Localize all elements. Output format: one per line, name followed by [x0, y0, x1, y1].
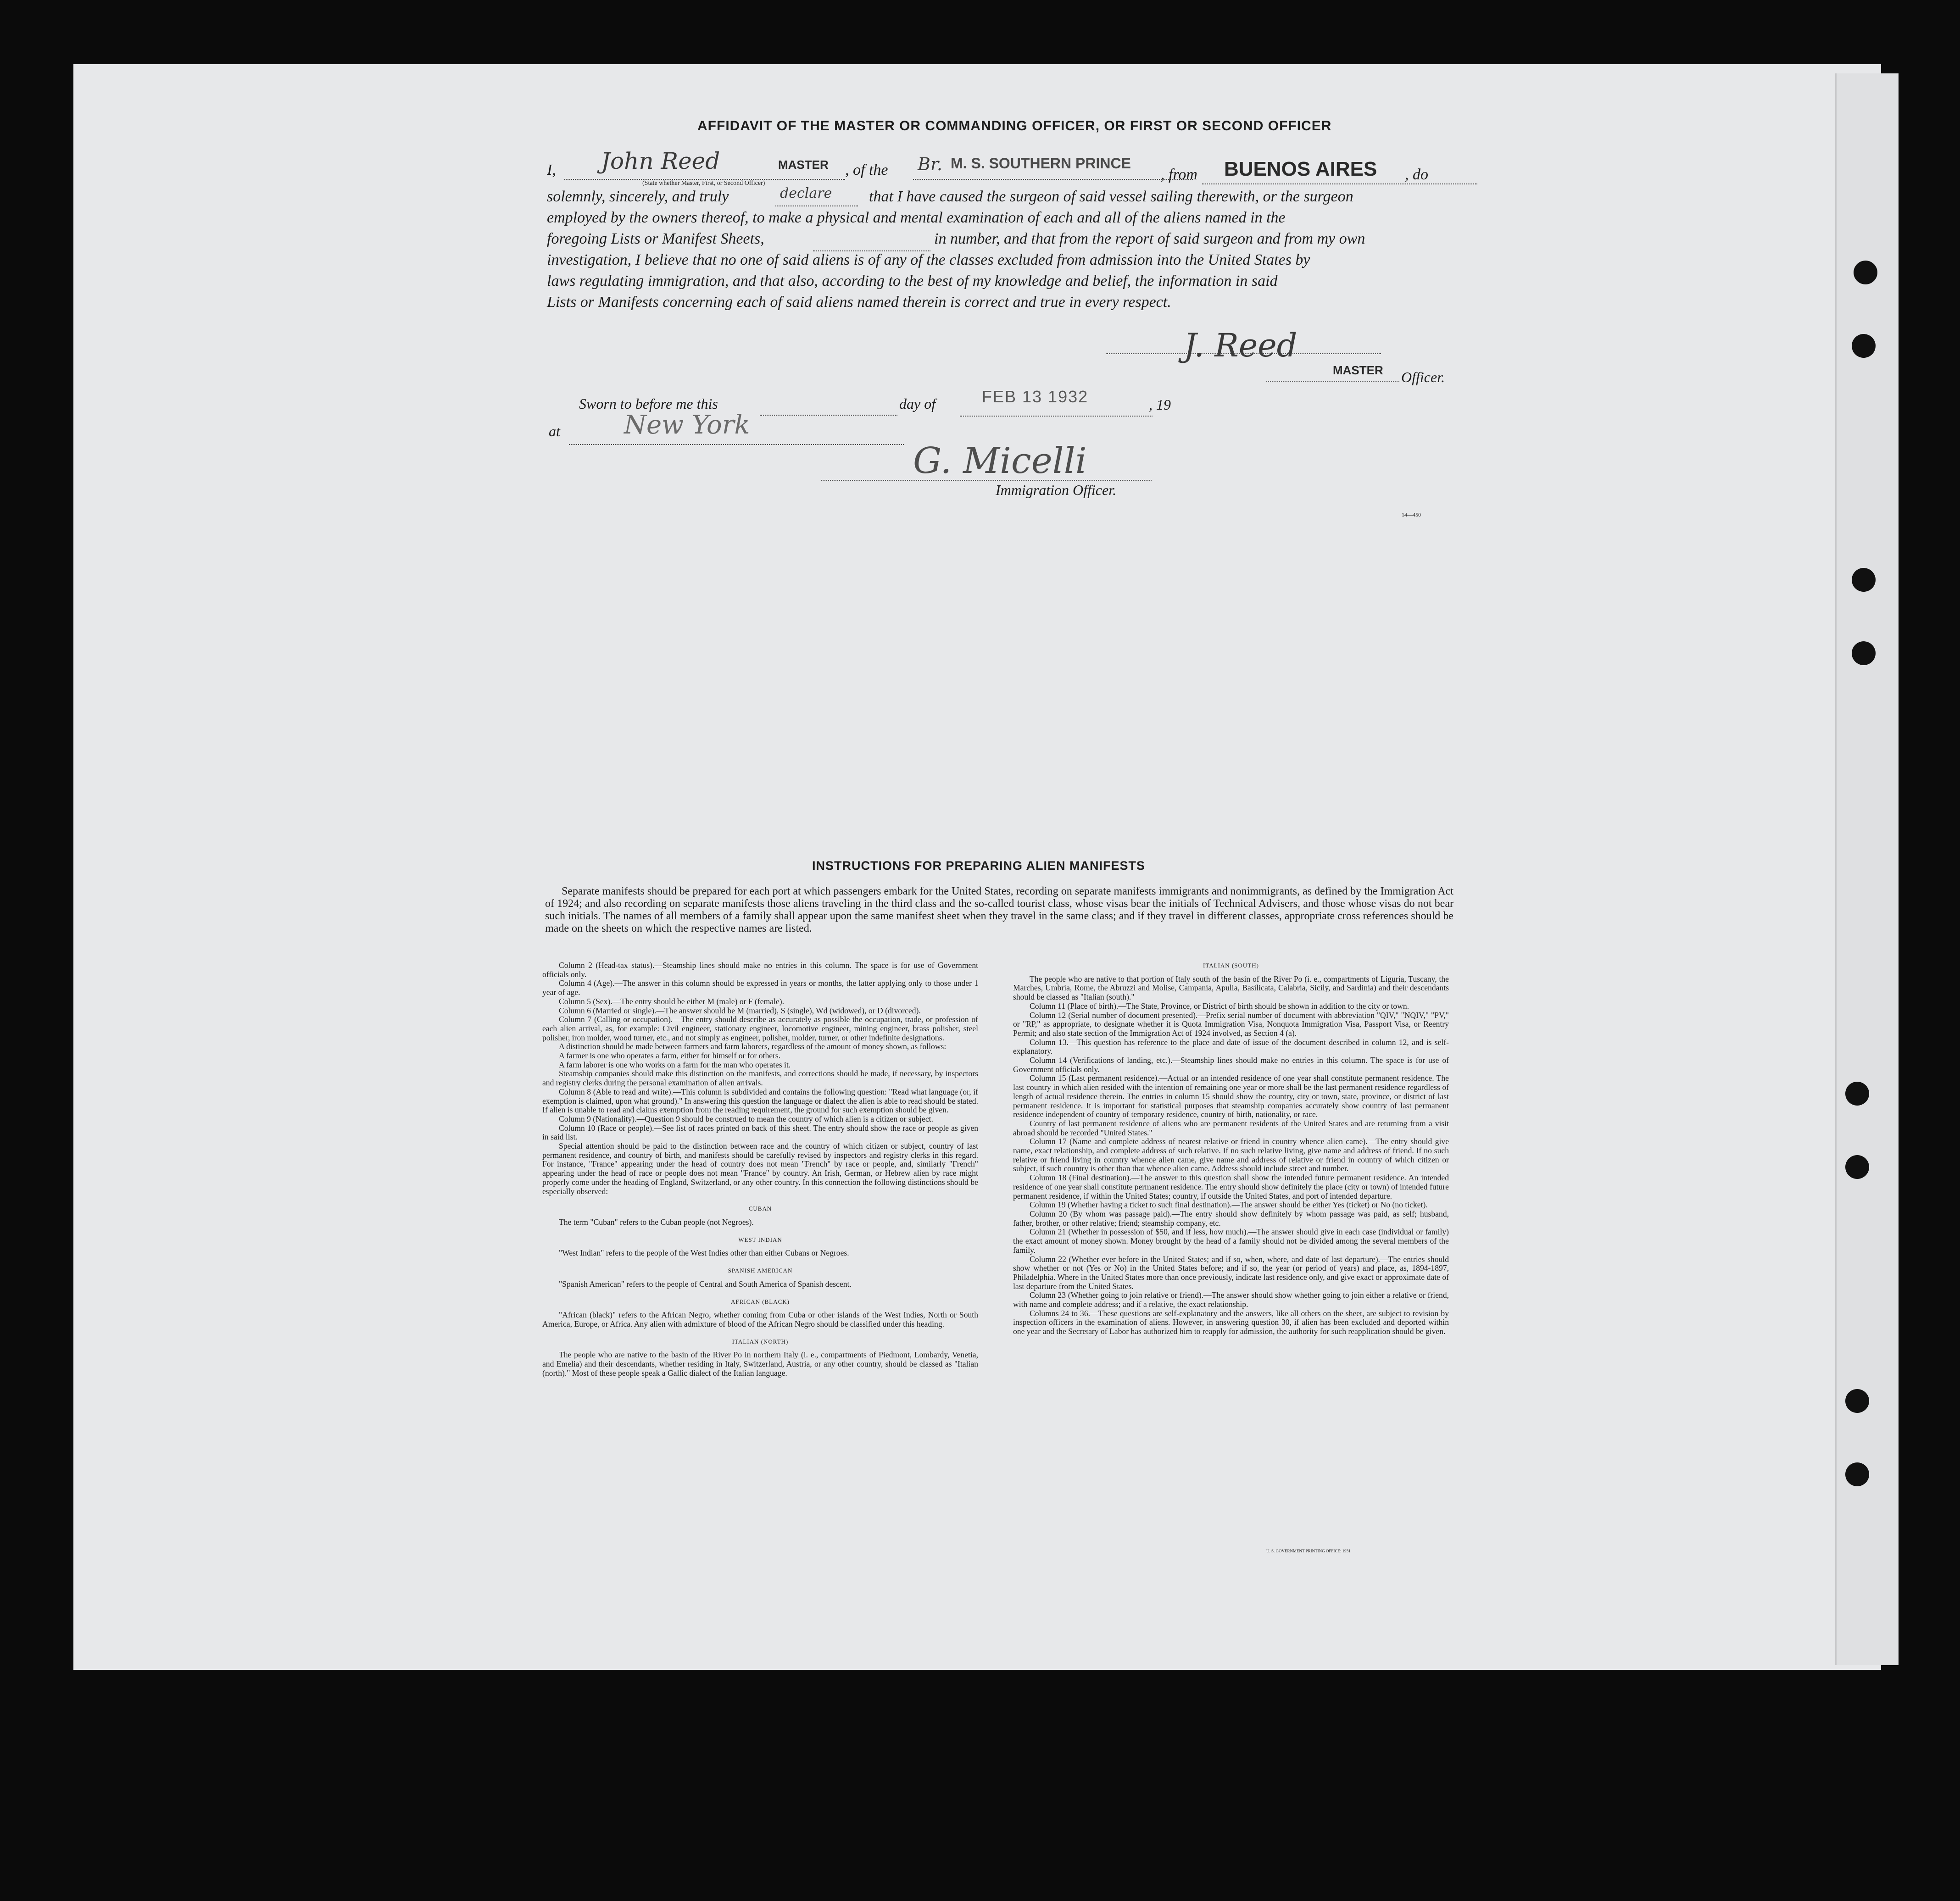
instr-spanish-american: "Spanish American" refers to the people of Central and South America of Spanish descent. — [559, 1279, 852, 1289]
heading-spanish-american: SPANISH AMERICAN — [728, 1267, 793, 1274]
aff-line-7: Lists or Manifests concerning each of said aliens named therein is correct and true in every respect. — [547, 294, 1171, 311]
master-caption: (State whether Master, First, or Second Officer) — [642, 180, 765, 187]
port-stamp: BUENOS AIRES — [1224, 158, 1377, 180]
vessel-name-stamp: M. S. SOUTHERN PRINCE — [951, 155, 1131, 172]
instr-left-p2: Column 4 (Age).—The answer in this column should be expressed in years or months, the latter applying only to those under 1 year of age. — [542, 978, 978, 997]
punch-hole-3 — [1852, 568, 1876, 592]
aff-line-4a: foregoing Lists or Manifest Sheets, — [547, 230, 764, 247]
instr-left-p7: A farmer is one who operates a farm, either for himself or for others. — [559, 1051, 781, 1061]
form-number: 14—450 — [1402, 511, 1421, 518]
aff-line-2b: that I have caused the surgeon of said vessel sailing therewith, or the surgeon — [869, 188, 1353, 205]
instr-left-p1: Column 2 (Head-tax status).—Steamship lines should make no entries in this column. The space is for use of Government officials only. — [542, 961, 978, 979]
aff-from: , from — [1161, 166, 1197, 183]
instr-right-p12: Column 21 (Whether in possession of $50, and if less, how much).—The answer should give in each case (individual or family) the exact amount of money shown. Money brought by the head of a family should not be divided among the several members of the family. — [1013, 1227, 1449, 1255]
instr-right-p13: Column 22 (Whether ever before in the United States; and if so, when, where, and date of last departure).—The entries should show whether or not (Yes or No) in the United States before; and if so, the year (or period of years) and place, as, 1894-1897, Philadelphia. Where in the United States more than once previously, indicate last residence only, and give exact or approximate date of last departure from the United States. — [1013, 1254, 1449, 1291]
instr-left-p8: A farm laborer is one who works on a farm for the man who operates it. — [559, 1060, 791, 1069]
officer-rank-line — [1266, 381, 1399, 382]
aff-of-the: , of the — [845, 161, 888, 178]
instr-right-p14: Column 23 (Whether going to join relative or friend).—The answer should show whether going to join either a relative or friend, with name and complete address; and if a relative, the exact relationship. — [1013, 1290, 1449, 1309]
instr-left-p4: Column 6 (Married or single).—The answer should be M (married), S (single), Wd (widowed), or D (divorced). — [559, 1006, 921, 1015]
instr-right-p6: Column 15 (Last permanent residence).—Actual or an intended residence of one year shall constitute permanent residence. The last country in which alien resided with the intention of remaining one year or more shall be the last permanent residence regardless of length of actual residence therein. The entries in column 15 should show the country, city or town, state, province, or district of last permanent residence. It is important for statistical purposes that steamship companies accurately show country of last permanent residence independent of country of temporary residence, country of birth, nationality, or race. — [1013, 1073, 1449, 1119]
immigration-label: Immigration Officer. — [996, 482, 1117, 498]
heading-west-indian: WEST INDIAN — [738, 1236, 782, 1243]
aff-line-5: investigation, I believe that no one of said aliens is of any of the classes excluded from admission into the United States by — [547, 251, 1310, 268]
immigration-signature: G. Micelli — [913, 440, 1087, 482]
declare-handwritten: declare — [780, 185, 832, 201]
instr-right-p15: Columns 24 to 36.—These questions are self-explanatory and the answers, like all others on the sheet, are subject to revision by inspection officers in the examination of aliens. However, in answering question 30, if alien has been excluded and deported within one year and the Secretary of Labor has authorized him to reapply for admission, the authority for such reapplication should be given. — [1013, 1308, 1449, 1336]
punch-hole-7 — [1845, 1389, 1869, 1413]
sworn-label: Sworn to before me this — [579, 395, 718, 412]
instr-cuban: The term "Cuban" refers to the Cuban people (not Negroes). — [559, 1217, 754, 1227]
master-rank-stamp: MASTER — [778, 158, 829, 172]
punch-hole-4 — [1852, 641, 1876, 665]
aff-line-3: employed by the owners thereof, to make a physical and mental examination of each and all of the aliens named in the — [547, 209, 1286, 226]
instr-right-p9: Column 18 (Final destination).—The answer to this question shall show the intended future permanent residence. An intended residence of one year shall constitute permanent residence. The entry should show definitely the place (city or town) of intended future permanent residence, if within the United States; country, if outside the United States, and port of intended departure. — [1013, 1173, 1449, 1201]
instr-right-p1: The people who are native to that portion of Italy south of the basin of the River Po (i. e., compartments of Liguria, Tuscany, the Marches, Umbria, Rome, the Abruzzi and Molise, Campania, Apulia, Basilicata, Calabria, Sicily, and Sardinia) and their descendants should be classed as "Italian (south)." — [1013, 974, 1449, 1002]
instr-right-p8: Column 17 (Name and complete address of nearest relative or friend in country whence alien came).—The entry should give name, exact relationship, and complete address of such relative. If no such relative living, give name and address of friend. If no such relative or friend living in country whence alien came, give name and address of relative or friend in country of which citizen or subject, if such country is other than that whence alien came. Address should include street and number. — [1013, 1137, 1449, 1173]
heading-cuban: CUBAN — [748, 1205, 772, 1212]
heading-african: AFRICAN (BLACK) — [730, 1298, 790, 1305]
instr-west-indian: "West Indian" refers to the people of the West Indies other than either Cubans or Negroes. — [559, 1248, 849, 1258]
aff-i: I, — [547, 161, 556, 178]
instr-left-p11: Column 9 (Nationality).—Question 9 should be construed to mean the country of which alien is a citizen or subject. — [559, 1114, 933, 1123]
aff-line-6: laws regulating immigration, and that also, according to the best of my knowledge and belief, the information in said — [547, 272, 1278, 289]
instr-left-p9: Steamship companies should make this distinction on the manifests, and corrections should be made, if necessary, by inspectors and registry clerks during the personal examination of alien arrivals. — [542, 1069, 978, 1088]
instr-right-p7: Country of last permanent residence of aliens who are permanent residents of the United States and are returning from a visit abroad should be recorded "United States." — [1013, 1118, 1449, 1137]
instr-left-p12: Column 10 (Race or people).—See list of races printed on back of this sheet. The entry should show the race or people as given in said list. — [542, 1123, 978, 1142]
instr-left-p3: Column 5 (Sex).—The entry should be either M (male) or F (female). — [559, 996, 785, 1006]
instr-right-p5: Column 14 (Verifications of landing, etc.).—Steamship lines should make no entries in this column. The space is for use of Government officials only. — [1013, 1056, 1449, 1074]
instructions-intro: Separate manifests should be prepared for each port at which passengers embark for the United States, recording on separate manifests immigrants and nonimmigrants, as defined by the Immigration Act of 1924; and also recording on separate manifests those aliens traveling in the third class and the so-called tourist class, whose visas bear the initials of Technical Advisers, and those whose visas do not bear such initials. The names of all members of a family shall appear upon the same manifest sheet when they travel in the same class; and if they travel in different classes, appropriate cross references should be made on the sheets on which the respective names are listed. — [545, 885, 1453, 934]
aff-line-4b: in number, and that from the report of said surgeon and from my own — [934, 230, 1365, 247]
instr-right-p10: Column 19 (Whether having a ticket to such final destination).—The answer should be either Yes (ticket) or No (no ticket). — [1030, 1200, 1428, 1210]
affidavit-title: AFFIDAVIT OF THE MASTER OR COMMANDING OFFICER, OR FIRST OR SECOND OFFICER — [697, 118, 1332, 133]
punch-hole-1 — [1854, 261, 1877, 284]
instructions-right-column — [1013, 961, 1449, 1336]
vessel-prefix-handwritten: Br. — [918, 154, 942, 174]
aff-do: , do — [1405, 166, 1428, 183]
sworn-day-label: day of — [899, 395, 936, 412]
instructions-title: INSTRUCTIONS FOR PREPARING ALIEN MANIFESTS — [812, 859, 1146, 873]
instr-right-p4: Column 13.—This question has reference to the place and date of issue of the document described in column 12, and is self-explanatory. — [1013, 1037, 1449, 1056]
instr-left-p6: A distinction should be made between farmers and farm laborers, regardless of the amount of money shown, as follows: — [559, 1042, 947, 1051]
instr-right-p2: Column 11 (Place of birth).—The State, Province, or District of birth should be shown in addition to the city or town. — [1030, 1001, 1409, 1011]
punch-hole-6 — [1845, 1155, 1869, 1179]
instr-italian-north: The people who are native to the basin of the River Po in northern Italy (i. e., compartments of Piedmont, Lombardy, Venetia, and Emelia) and their descendants, whether residing in Italy, Switzerland, Austria, or any other country, should be classed as "Italian (north)." Most of these people speak a Gallic dialect of the Italian language. — [542, 1350, 978, 1378]
heading-italian-north: ITALIAN (NORTH) — [732, 1338, 789, 1345]
punch-hole-8 — [1845, 1462, 1869, 1486]
instr-right-p3: Column 12 (Serial number of document presented).—Prefix serial number of document with abbreviation "QIV," "NQIV," "PV," or "RP," as appropriate, to designate whether it is Quota Immigration Visa, Nonquota Immigration Visa, Passport Visa, or Reentry Permit; and also state section of the Immigration Act of 1924 involved, as Section 4 (a). — [1013, 1010, 1449, 1038]
punch-hole-5 — [1845, 1082, 1869, 1106]
printing-office-footnote: U. S. GOVERNMENT PRINTING OFFICE: 1931 — [1266, 1549, 1351, 1553]
officer-rank-stamp: MASTER — [1333, 363, 1383, 377]
officer-label: Officer. — [1401, 369, 1445, 385]
instr-left-p5: Column 7 (Calling or occupation).—The entry should describe as accurately as possible the occupation, trade, or profession of each alien arrival, as, for example: Civil engineer, stationary engineer, locomotive engineer, mining engineer, brass polisher, steel polisher, iron molder, wood turner, etc., and not simply as engineer, polisher, molder, turner, or other indefinite designations. — [542, 1015, 978, 1042]
sworn-date-stamp: FEB 13 1932 — [982, 387, 1089, 406]
instr-left-p13: Special attention should be paid to the distinction between race and the country of which citizen or subject, country of last permanent residence, and country of birth, and manifests should be carefully revised by inspectors and registry clerks in this regard. For instance, "France" appearing under the head of country does not mean "French" by race or people, and, similarly "French" appearing under the head of race or people does not mean "France" by country. An Irish, German, or Hebrew alien by race might properly come under the heading of England, Switzerland, or any other country. In this connection the following distinctions should be especially observed: — [542, 1141, 978, 1196]
sworn-day-blank — [760, 402, 897, 416]
master-name-handwritten: John Reed — [601, 148, 720, 174]
master-signature: J. Reed — [1184, 327, 1297, 364]
instructions-left-column — [542, 961, 978, 1378]
aff-line-2a: solemnly, sincerely, and truly — [547, 188, 729, 205]
at-handwritten: New York — [624, 410, 750, 440]
instr-left-p10: Column 8 (Able to read and write).—This column is subdivided and contains the following question: "Read what language (or, if exemption is claimed, upon what ground)." In answering this question the language or dialect the alien is able to read should be stated. If alien is unable to read and claims exemption from the reading requirement, the ground for such exemption should be given. — [542, 1087, 978, 1115]
sheet-edge — [1835, 73, 1899, 1665]
at-label: at — [549, 423, 560, 439]
instr-right-p11: Column 20 (By whom was passage paid).—The entry should show definitely by whom passage was paid, as self; husband, father, brother, or other relative; friend; steamship company, etc. — [1013, 1209, 1449, 1228]
instr-african: "African (black)" refers to the African Negro, whether coming from Cuba or other islands of the West Indies, North or South America, Europe, or Africa. Any alien with admixture of blood of the African Negro should be classified under this heading. — [542, 1310, 978, 1328]
sworn-year-label: , 19 — [1149, 396, 1171, 413]
punch-hole-2 — [1852, 334, 1876, 358]
heading-italian-south: ITALIAN (SOUTH) — [1203, 962, 1259, 969]
